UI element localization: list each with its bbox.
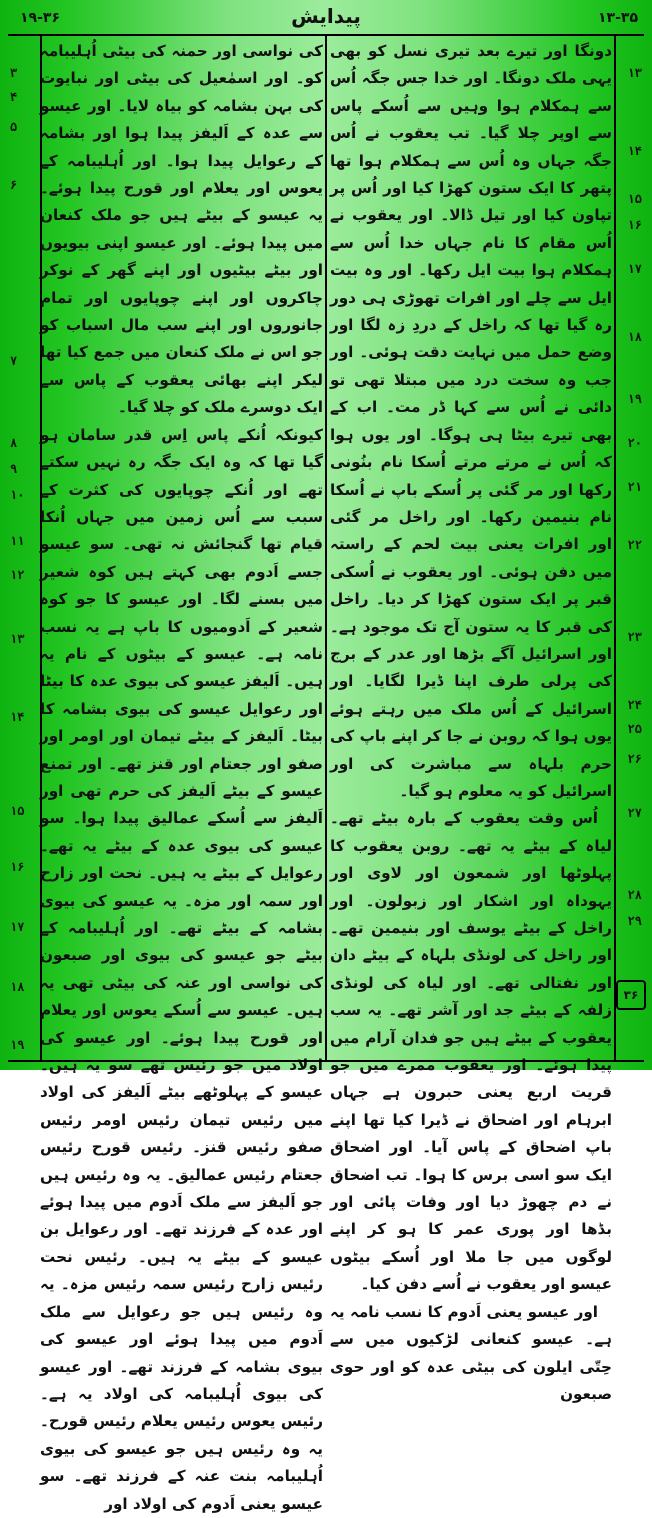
- verse-number: ۱۸: [627, 330, 642, 344]
- verse-number: ۱۵: [627, 192, 642, 206]
- verse-number: ۱۹: [627, 392, 642, 406]
- verse-number: ۳: [10, 66, 18, 80]
- book-title: پیدایش: [291, 4, 361, 28]
- verse-number: ۱۴: [10, 710, 25, 724]
- verse-number: ۲۴: [627, 698, 642, 712]
- verse-number: ۱۶: [627, 218, 642, 232]
- verse-number: ۱۸: [10, 980, 25, 994]
- verse-number: ۱۳: [10, 632, 25, 646]
- verse-number: ۲۳: [627, 630, 642, 644]
- verse-number: ۲۵: [627, 722, 642, 736]
- verse-number: ۱۷: [10, 920, 25, 934]
- verse-number: ۲۸: [627, 888, 642, 902]
- paragraph: کیونکہ اُنکے پاس اِس قدر سامان ہو گیا تھا کہ وہ ایک جگہ رہ نہیں سکتے تھے اور اُنکے چوپایوں کی کثرت کے سبب سے اُس زمین میں جہاں اُنکا قیام تھا گنجائش نہ تھی۔ سو عیسو جسے اَدوم بھی کہتے ہیں کوہ شعیر میں بسنے لگا۔ اور عیسو کا جو کوہ شعیر کے اَدومیوں کا باپ ہے یہ نسب نامہ ہے۔ عیسو کے بیٹوں کے نام یہ ہیں۔ اَلیفز عیسو کی بیوی عدہ کا بیٹا اور رعوایل عیسو کی بیوی بشامہ کا بیٹا۔ اَلیفز کے بیٹے تیمان اور اومر اور صفو اور جعتام اور قنز تھے۔ اور تمنع عیسو کے بیٹے اَلیفز کی حرم تھی اور اَلیفز سے اُسکے عمالیق پیدا ہوا۔ سو عیسو کی بیوی عدہ کے بیٹے یہ تھے۔ رعوایل کے بیٹے یہ ہیں۔ نحت اور زارح اور سمہ اور مزہ۔ یہ عیسو کی بیوی بشامہ کے بیٹے تھے۔ اور اُہلیبامہ کے بیٹے جو عیسو کی بیوی اور صبعون کی نواسی اور عنہ کی بیٹی تھی یہ ہیں۔ عیسو سے اُسکے یعوس اور یعلام اور قورح پیدا ہوئے۔ اور عیسو کی اولاد میں جو رئیس تھے سو یہ ہیں۔ عیسو کے پہلوٹھے بیٹے اَلیفز کی اولاد میں رئیس تیمان رئیس اومر رئیس صفو رئیس قنز۔ رئیس قورح رئیس جعتام رئیس عمالیق۔ یہ وہ رئیس ہیں جو اَلیفز سے ملک اَدوم میں پیدا ہوئے اور عدہ کے فرزند تھے۔ اور رعوایل بن عیسو کے بیٹے یہ ہیں۔ رئیس نحت رئیس زارح رئیس سمہ رئیس مزہ۔ یہ وہ رئیس ہیں جو رعوایل سے ملک اَدوم میں پیدا ہوئے اور عیسو کی بیوی بشامہ کے فرزند تھے۔ اور عیسو کی بیوی اُہلیبامہ کی اولاد یہ ہے۔ رئیس یعوس رئیس یعلام رئیس قورح۔ یہ وہ رئیس ہیں جو عیسو کی بیوی اُہلیبامہ بنت عنہ کے فرزند تھے۔ سو عیسو یعنی اَدوم کی اولاد اور: [40, 425, 323, 1513]
- verse-number: ۵: [10, 120, 18, 134]
- verse-number: ۸: [10, 436, 18, 450]
- verse-number: ۲۹: [627, 914, 642, 928]
- verse-number: ۲۷: [627, 806, 642, 820]
- verse-number: ۷: [10, 354, 18, 368]
- verse-number: ۲۰: [627, 436, 642, 450]
- right-chapter-ref: ۱۳-۳۵: [598, 10, 638, 26]
- verse-number: ۱۴: [627, 144, 642, 158]
- page-header: [0, 0, 652, 34]
- verse-number: ۱۷: [627, 262, 642, 276]
- verse-number: ۱۵: [10, 804, 25, 818]
- verse-number: ۹: [10, 462, 18, 476]
- verse-number: ۲۲: [627, 538, 642, 552]
- column-rule: [325, 36, 327, 1060]
- verse-number: ۱۳: [627, 66, 642, 80]
- chapter-number-badge: ۳۶: [616, 980, 646, 1010]
- paragraph: اُس وقت یعقوب کے بارہ بیٹے تھے۔ لیاہ کے بیٹے یہ تھے۔ روبن یعقوب کا پہلوٹھا اور شمعون اور لاوی اور یہوداہ اور اشکار اور زبولون۔ اور راخل کے بیٹے یوسف اور بنیمین تھے۔ اور راخل کی لونڈی بلہاہ کے بیٹے دان اور نفتالی تھے۔ اور لیاہ کی لونڈی زلفہ کے بیٹے جد اور آشر تھے۔ یہ سب یعقوب کے بیٹے ہیں جو فدان آرام میں پیدا ہوئے۔ اور یعقوب ممرے میں جو قریت اربع یعنی حبرون ہے جہاں ابرہام اور اضحاق نے ڈیرا کیا تھا اپنے باپ اضحاق کے پاس آیا۔ اور اضحاق ایک سو اسی برس کا ہوا۔ تب اضحاق نے دم چھوڑ دیا اور وفات پائی اور بڈھا اور پوری عمر کا ہو کر اپنے لوگوں میں جا ملا اور اُسکے بیٹوں عیسو اور یعقوب نے اُسے دفن کیا۔: [330, 809, 612, 1294]
- verse-number: ۱۰: [10, 488, 25, 502]
- verse-number: ۱۹: [10, 1038, 25, 1052]
- left-text-column: [40, 38, 323, 1513]
- paragraph: دونگا اور تیرے بعد تیری نسل کو بھی یہی ملک دونگا۔ اور خدا جس جگہ اُس سے ہمکلام ہوا وہیں سے اُسکے پاس سے اوپر چلا گیا۔ تب یعقوب نے اُس جگہ جہاں وہ اُس سے ہمکلام ہوا تھا پتھر کا ایک ستون کھڑا کیا اور اُس پر تپاون کیا اور تیل ڈالا۔ اور یعقوب نے اُس مقام کا نام جہاں خدا اُس سے ہمکلام ہوا بیت ایل رکھا۔ اور وہ بیت ایل سے چلے اور افرات تھوڑی ہی دور رہ گیا تھا کہ راخل کے دردِ زہ لگا اور وضع حمل میں نہایت دقت ہوئی۔ اور جب وہ سخت درد میں مبتلا تھی تو دائی نے اُس سے کہا ڈر مت۔ اب کے بھی تیرے بیٹا ہی ہوگا۔ اور یوں ہوا کہ اُس نے مرتے مرتے اُسکا نام بنُونی رکھا اور مر گئی پر اُسکے باپ نے اُسکا نام بنیمین رکھا۔ اور راخل مر گئی اور افرات یعنی بیت لحم کے راستہ میں دفن ہوئی۔ اور یعقوب نے اُسکی قبر پر ایک ستون کھڑا کر دیا۔ راخل کی قبر کا یہ ستون آج تک موجود ہے۔ اور اسرائیل آگے بڑھا اور عدر کے برج کی پرلی طرف اپنا ڈیرا لگایا۔ اور اسرائیل کے اُس ملک میں رہتے ہوئے یوں ہوا کہ روبن نے جا کر اپنے باپ کی حرم بلہاہ سے مباشرت کی اور اسرائیل کو یہ معلوم ہو گیا۔: [330, 42, 612, 800]
- paragraph: کی نواسی اور حمنہ کی بیٹی اُہلیبامہ کو۔ اور اسمٰعیل کی بیٹی اور نبایوت کی بہن بشامہ کو بیاہ لایا۔ اور عیسو سے عدہ کے اَلیفز پیدا ہوا اور بشامہ کے رعوایل پیدا ہوا۔ اور اُہلیبامہ کے یعوس اور یعلام اور قورح پیدا ہوئے۔ یہ عیسو کے بیٹے ہیں جو ملک کنعان میں پیدا ہوئے۔ اور عیسو اپنی بیویوں اور بیٹے بیٹیوں اور اپنے گھر کے نوکر چاکروں اور اپنے چوپایوں اور تمام جانوروں اور اپنے سب مال اسباب کو جو اس نے ملک کنعان میں جمع کیا تھا لیکر اپنے بھائی یعقوب کے پاس سے ایک دوسرے ملک کو چلا گیا۔: [40, 42, 323, 417]
- left-verse-gutter: [4, 36, 42, 1060]
- verse-number: ۱۶: [10, 860, 25, 874]
- verse-number: ۶: [10, 178, 18, 192]
- verse-number: ۴: [10, 90, 18, 104]
- footer-divider: [8, 1060, 644, 1062]
- verse-number: ۲۶: [627, 752, 642, 766]
- right-text-column: [330, 38, 612, 1403]
- verse-number: ۱۲: [10, 568, 25, 582]
- paragraph: اور عیسو یعنی اَدوم کا نسب نامہ یہ ہے۔ عیسو کنعانی لڑکیوں میں سے حِتّی ایلون کی بیٹی عدہ کو اور حوی صبعون: [330, 1302, 612, 1403]
- verse-number: ۲۱: [627, 480, 642, 494]
- verse-number: ۱۱: [10, 534, 25, 548]
- left-chapter-ref: ۱۹-۳۶: [20, 10, 60, 26]
- right-verse-gutter: [610, 36, 648, 1060]
